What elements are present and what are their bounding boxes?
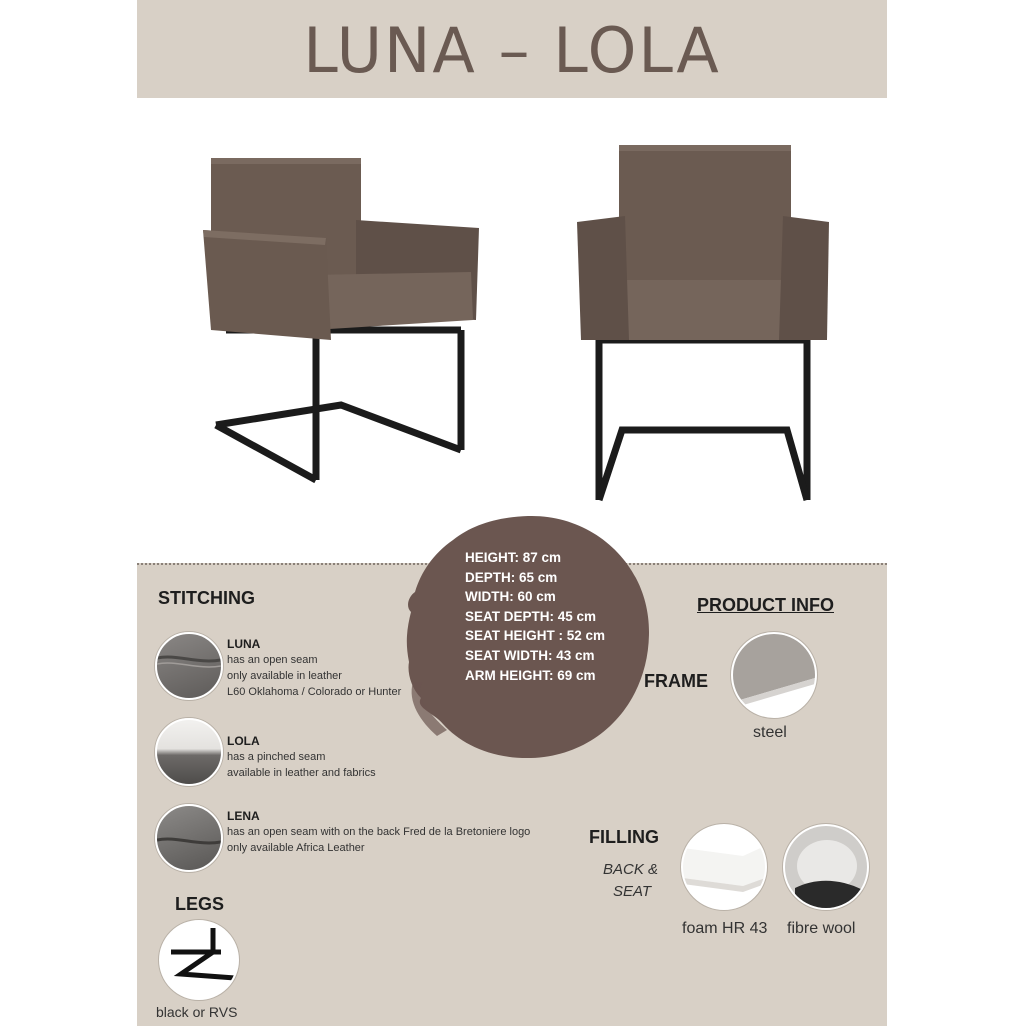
lola-name: LOLA	[227, 734, 260, 748]
legs-caption: black or RVS	[156, 1004, 238, 1020]
foam-swatch	[681, 824, 767, 910]
lena-seam-swatch	[155, 804, 223, 872]
steel-sample-icon	[733, 634, 815, 716]
seam-icon	[157, 634, 221, 698]
luna-desc	[227, 652, 401, 700]
spec-arm-height: ARM HEIGHT: 69 cm	[465, 667, 596, 683]
luna-desc-line: L60 Oklahoma / Colorado or Hunter	[227, 686, 402, 698]
page-title: LUNA – LOLA	[303, 14, 721, 87]
frame-label: FRAME	[644, 671, 708, 691]
lena-name: LENA	[227, 809, 260, 823]
filling-sublabel-2: SEAT	[613, 883, 652, 900]
legs-swatch	[159, 920, 239, 1000]
lola-desc-line: available in leather and fabrics	[227, 767, 376, 779]
spec-depth: DEPTH: 65 cm	[465, 569, 558, 585]
lola-desc-line: has a pinched seam	[227, 751, 326, 763]
chair-angled-image	[201, 150, 491, 490]
stitching-title: STITCHING	[158, 588, 255, 608]
filling-label: FILLING	[589, 827, 659, 847]
luna-seam-swatch	[155, 632, 223, 700]
fibre-wool-icon	[785, 826, 867, 908]
frame-caption: steel	[753, 724, 787, 741]
foam-block-icon	[683, 826, 765, 908]
luna-name: LUNA	[227, 637, 261, 651]
lena-desc-line: only available Africa Leather	[227, 842, 365, 854]
fibre-swatch	[783, 824, 869, 910]
lola-seam-swatch	[155, 718, 223, 786]
spec-height: HEIGHT: 87 cm	[465, 550, 562, 565]
lola-desc	[227, 749, 376, 781]
spec-seat-depth: SEAT DEPTH: 45 cm	[465, 608, 597, 624]
lena-desc-line: has an open seam with on the back Fred de la Bretoniere logo	[227, 826, 531, 838]
legs-title: LEGS	[175, 894, 225, 914]
frame-swatch	[731, 632, 817, 718]
dimension-list	[465, 548, 605, 685]
foam-caption: foam HR 43	[682, 920, 768, 937]
fibre-caption: fibre wool	[787, 920, 856, 937]
filling-sublabel-1: BACK &	[603, 861, 659, 878]
seam-icon	[157, 806, 221, 870]
cantilever-leg-icon	[161, 922, 237, 998]
chair-front-image	[577, 140, 833, 505]
luna-desc-line: has an open seam	[227, 654, 318, 666]
spec-seat-height: SEAT HEIGHT : 52 cm	[465, 628, 606, 644]
spec-seat-width: SEAT WIDTH: 43 cm	[465, 647, 595, 663]
header-band	[137, 0, 887, 98]
product-info-title: PRODUCT INFO	[697, 595, 834, 615]
spec-width: WIDTH: 60 cm	[465, 589, 556, 605]
luna-desc-line: only available in leather	[227, 670, 342, 682]
lena-desc	[227, 824, 530, 856]
product-sheet	[137, 0, 887, 1024]
